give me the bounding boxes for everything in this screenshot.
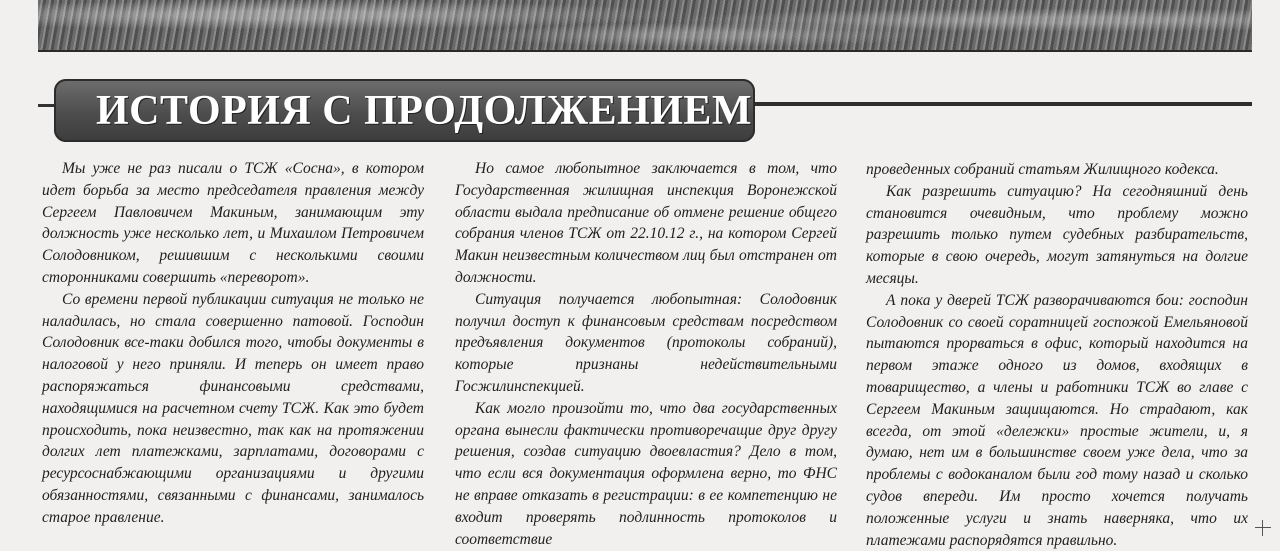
column-3-paragraph-2: А пока у дверей ТСЖ разворачиваются бои: господин Солодовник со своей соратницей госпожой Емельяновой пытаются прорваться в офис, который находится на первом этаже одного из домов, входящих в товарищество, а члены и работники ТСЖ во главе с Сергеем Макиным защищаются. Но страдают, как всегда, от этой «дележки» простые жители, и, я думаю, нет им в большинстве своем уже дела, что за проблемы с водоканалом были год тому назад и сколько судов впереди. Им просто хочется получать положенные услуги и знать наверняка, что их платежами распорядятся правильно. bbox=[866, 291, 1248, 549]
article-photo-strip bbox=[38, 0, 1252, 52]
article-column-1 bbox=[42, 158, 424, 529]
article-headline: ИСТОРИЯ С ПРОДОЛЖЕНИЕМ bbox=[96, 88, 753, 134]
column-1-paragraph-1: Мы уже не раз писали о ТСЖ «Сосна», в котором идет борьба за место председателя правления между Сергеем Павловичем Макиным, занимающим эту должность уже несколько лет, и Михаилом Петровичем Солодовником, решившим с несколькими своими сторонниками совершить «переворот». bbox=[42, 160, 424, 286]
column-2-paragraph-2: Ситуация получается любопытная: Солодовник получил доступ к финансовым средствам посредством предъявления документов (протоколы собраний), которые признаны недействительными Госжилинспекцией. bbox=[455, 290, 837, 395]
article-column-3 bbox=[866, 159, 1248, 551]
article-column-2 bbox=[455, 158, 837, 550]
column-3-lead-line: проведенных собраний статьям Жилищного кодекса. bbox=[866, 161, 1219, 178]
column-2-paragraph-3: Как могло произойти то, что два государственных органа вынесли фактически противоречащие друг другу решения, создав ситуацию двоевластия? Дело в том, что если вся документация оформлена верно, то ФНС не вправе отказать в регистрации: в ее компетенцию не входит проверять подлинность протоколов и соответствие bbox=[455, 399, 837, 548]
column-3-paragraph-1: Как разрешить ситуацию? На сегодняшний день становится очевидным, что проблему можно разрешить только путем судебных разбирательств, которые в свою очередь, могут затянуться на долгие месяцы. bbox=[866, 182, 1248, 287]
registration-mark-icon bbox=[1255, 520, 1271, 536]
column-2-paragraph-1: Но самое любопытное заключается в том, что Государственная жилищная инспекция Воронежской области выдала предписание об отмене решение общего собрания членов ТСЖ от 22.10.12 г., на котором Сергей Макин неизвестным количеством лиц был отстранен от должности. bbox=[455, 160, 837, 286]
headline-rule-right bbox=[755, 102, 1252, 106]
column-1-paragraph-2: Со времени первой публикации ситуация не только не наладилась, но стала совершенно патовой. Господин Солодовник все-таки добился того, чтобы документы в налоговой у него приняли. И теперь он имеет право распоряжаться финансовыми средствами, находящимися на расчетном счету ТСЖ. Как это будет происходить, пока неизвестно, так как на протяжении долгих лет платежками, зарплатами, договорами с ресурсоснабжающими организациями и другими обязанностями, связанными с финансами, занималось старое правление. bbox=[42, 290, 424, 526]
